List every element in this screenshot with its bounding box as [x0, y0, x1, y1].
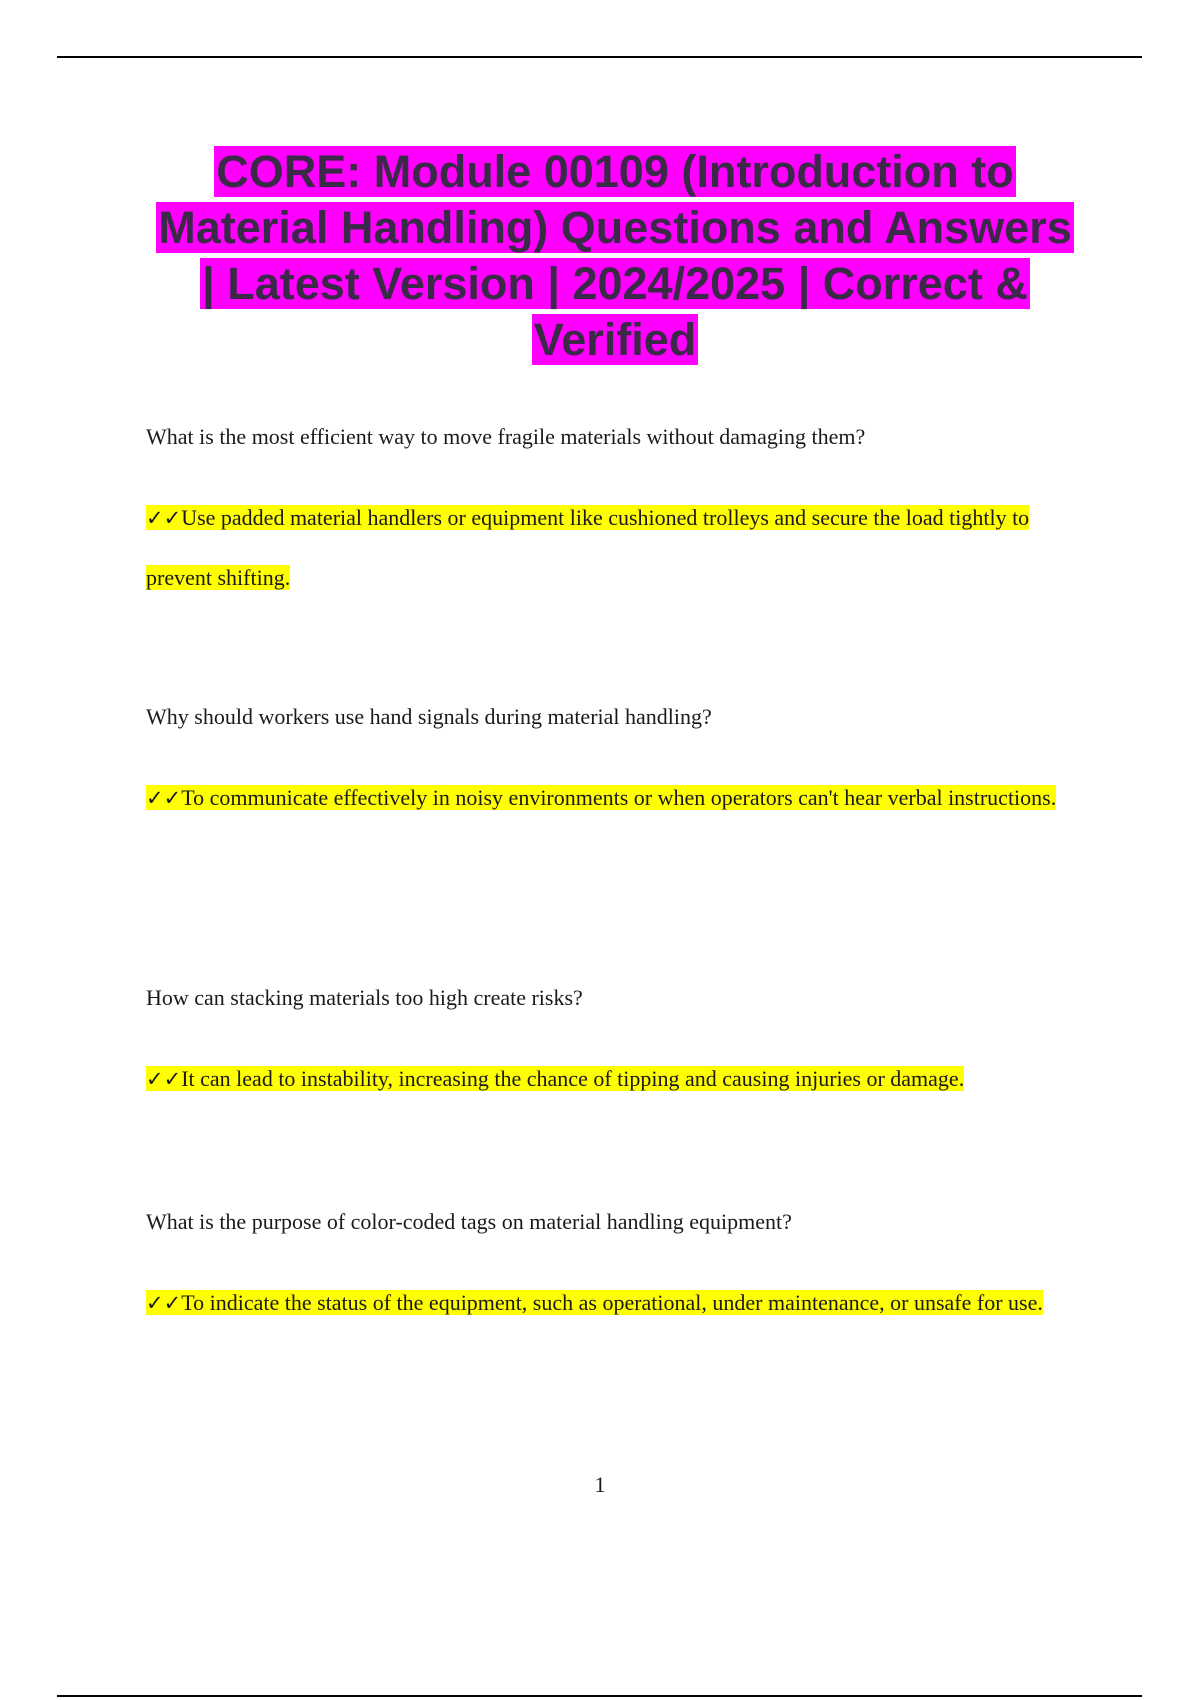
qa-item: [146, 422, 1066, 608]
double-check-icon: ✓✓: [146, 1291, 182, 1315]
double-check-icon: ✓✓: [146, 786, 182, 810]
question-text: What is the most efficient way to move fragile materials without damaging them?: [146, 424, 866, 449]
answer-highlight: [146, 1290, 1043, 1315]
document-title: [150, 144, 1080, 368]
question-text: Why should workers use hand signals during material handling?: [146, 704, 712, 729]
qa-item: [146, 983, 1066, 1109]
answer-highlight: [146, 1066, 964, 1091]
answer-highlight: [146, 505, 1029, 590]
bottom-rule: [57, 1695, 1142, 1697]
question-text: What is the purpose of color-coded tags on material handling equipment?: [146, 1209, 792, 1234]
top-rule: [57, 56, 1142, 58]
qa-item: [146, 1207, 1066, 1333]
qa-item: [146, 702, 1066, 828]
double-check-icon: ✓✓: [146, 506, 182, 530]
answer-block: [146, 1273, 1066, 1333]
question-text: How can stacking materials too high create risks?: [146, 985, 583, 1010]
answer-text: To communicate effectively in noisy environments or when operators can't hear verbal instructions.: [181, 785, 1057, 810]
answer-text: It can lead to instability, increasing the chance of tipping and causing injuries or damage.: [181, 1066, 965, 1091]
title-highlight: CORE: Module 00109 (Introduction to Material Handling) Questions and Answers | Latest Version | 2024/2025 | Correct & Verified: [158, 146, 1072, 365]
answer-text: Use padded material handlers or equipment like cushioned trolleys and secure the load tightly to prevent shifting.: [146, 505, 1030, 590]
double-check-icon: ✓✓: [146, 1067, 182, 1091]
answer-block: [146, 768, 1066, 828]
answer-block: [146, 488, 1066, 608]
answer-block: [146, 1049, 1066, 1109]
page-number: 1: [594, 1472, 606, 1497]
answer-highlight: [146, 785, 1056, 810]
answer-text: To indicate the status of the equipment, such as operational, under maintenance, or unsafe for use.: [181, 1290, 1043, 1315]
